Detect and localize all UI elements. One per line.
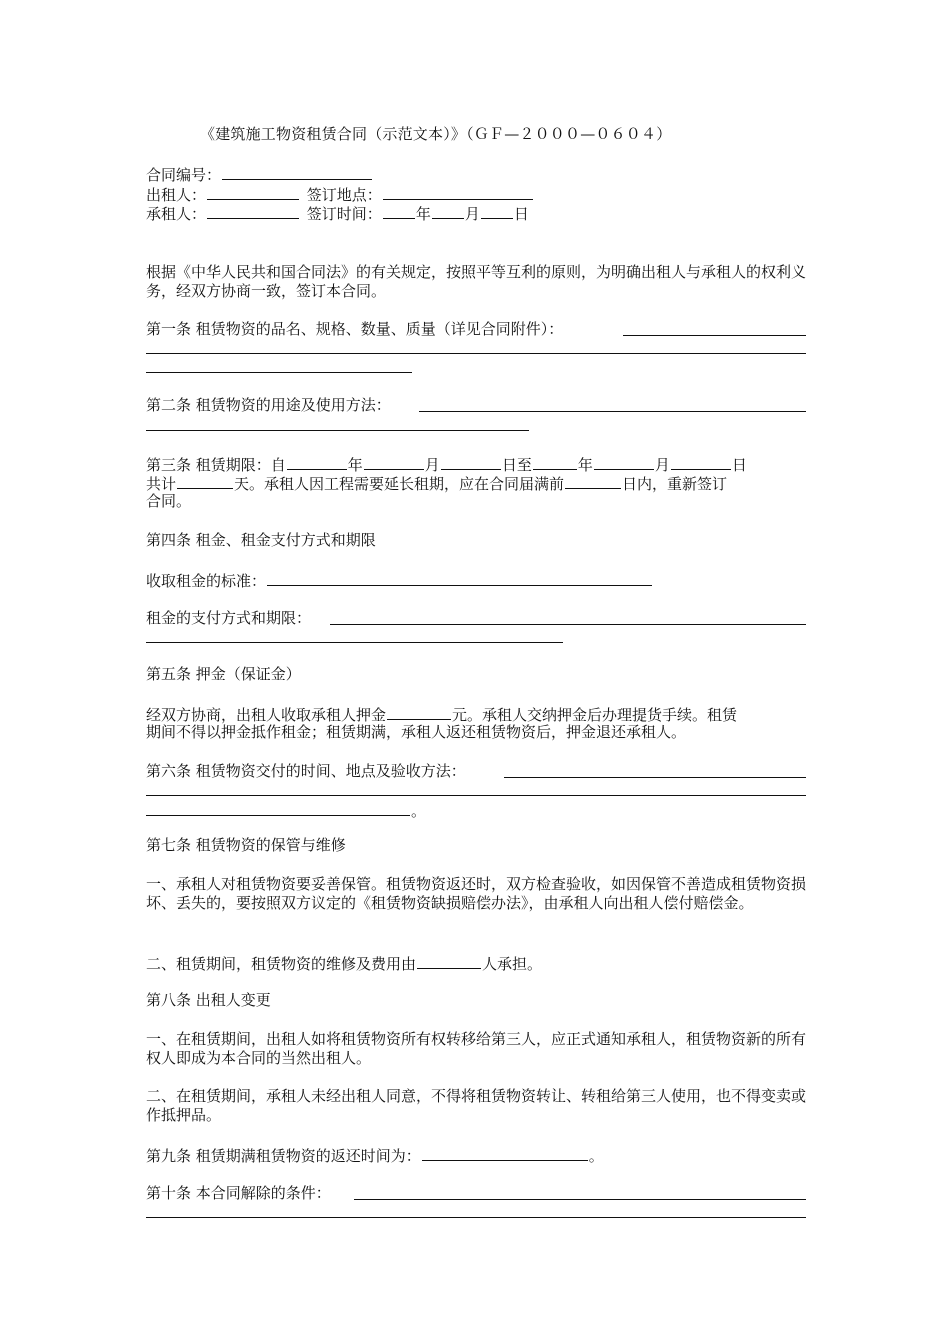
contract-number-line xyxy=(146,164,373,185)
contract-number-blank[interactable] xyxy=(222,164,372,180)
article-7-clause-2 xyxy=(146,953,542,974)
article-6-blank-1[interactable] xyxy=(504,777,806,778)
article-2: 第二条 租赁物资的用途及使用方法： xyxy=(146,396,391,414)
end-month-blank[interactable] xyxy=(594,454,654,470)
lessor-line xyxy=(146,184,534,205)
document-title: 《建筑施工物资租赁合同（示范文本）》（ＧＦ—２０００—０６０４） xyxy=(200,125,672,143)
article-10-blank-1[interactable] xyxy=(354,1199,806,1200)
rent-payment-blank-1[interactable] xyxy=(330,624,806,625)
article-6-blank-2[interactable] xyxy=(146,795,806,796)
article-9-text: 第九条 租赁期满租赁物资的返还时间为： xyxy=(146,1147,421,1165)
sign-year-blank[interactable] xyxy=(383,203,415,219)
article-6-line-3 xyxy=(146,800,426,821)
total-days-blank[interactable] xyxy=(177,473,233,489)
rent-standard-line xyxy=(146,570,653,591)
rent-payment-blank-2[interactable] xyxy=(146,642,563,643)
article-3-line-3: 合同。 xyxy=(146,492,192,510)
article-6: 第六条 租赁物资交付的时间、地点及验收方法： xyxy=(146,762,466,780)
article-2-blank-2[interactable] xyxy=(146,430,529,431)
end-day-blank[interactable] xyxy=(671,454,731,470)
article-7-clause-1: 一、承租人对租赁物资要妥善保管。租赁物资返还时，双方检查验收，如因保管不善造成租赁物资损坏、丢失的，要按照双方议定的《租赁物资缺损赔偿办法》，由承租人向出租人偿付赔偿金。 xyxy=(146,875,807,912)
article-8: 第八条 出租人变更 xyxy=(146,991,271,1009)
deposit-amount-blank[interactable] xyxy=(387,704,451,720)
year-label: 年 xyxy=(415,205,431,223)
article-10-blank-2[interactable] xyxy=(146,1217,806,1218)
article-1-blank-2[interactable] xyxy=(146,353,806,354)
end-year-blank[interactable] xyxy=(533,454,577,470)
article-3-days-text: 天。承租人因工程需要延长租期，应在合同届满前 xyxy=(234,475,565,493)
return-time-blank[interactable] xyxy=(422,1145,588,1161)
article-3-head: 第三条 租赁期限：自 xyxy=(146,456,286,474)
sign-time-label: 签订时间： xyxy=(306,205,382,223)
lessee-blank[interactable] xyxy=(207,203,299,219)
lessee-label: 承租人： xyxy=(146,205,207,223)
article-8-clause-2: 二、在租赁期间，承租人未经出租人同意，不得将租赁物资转让、转租给第三人使用，也不得变卖或作抵押品。 xyxy=(146,1087,807,1124)
day-label: 日 xyxy=(513,205,529,223)
maintenance-party-blank[interactable] xyxy=(417,953,481,969)
article-9-period: 。 xyxy=(588,1147,604,1165)
end-year-label: 年 xyxy=(577,456,593,474)
start-month-label: 月 xyxy=(424,456,440,474)
renew-days-blank[interactable] xyxy=(565,473,621,489)
lessor-label: 出租人： xyxy=(146,186,207,204)
start-year-label: 年 xyxy=(347,456,363,474)
article-9 xyxy=(146,1145,604,1166)
article-5-body-2: 期间不得以押金抵作租金；租赁期满，承租人返还租赁物资后，押金退还承租人。 xyxy=(146,723,687,741)
end-day-label: 日 xyxy=(731,456,747,474)
article-5: 第五条 押金（保证金） xyxy=(146,665,301,683)
intro-paragraph: 根据《中华人民共和国合同法》的有关规定，按照平等互利的原则，为明确出租人与承租人的权利义务，经双方协商一致，签订本合同。 xyxy=(146,263,807,300)
article-1-blank-3[interactable] xyxy=(146,372,412,373)
maintenance-text-a: 二、租赁期间，租赁物资的维修及费用由 xyxy=(146,955,417,973)
start-month-blank[interactable] xyxy=(364,454,424,470)
article-10: 第十条 本合同解除的条件： xyxy=(146,1184,331,1202)
rent-standard-blank[interactable] xyxy=(267,570,652,586)
article-3-tail: 日内，重新签订 xyxy=(622,475,728,493)
article-3-line-1 xyxy=(146,454,747,475)
article-7: 第七条 租赁物资的保管与维修 xyxy=(146,836,346,854)
start-year-blank[interactable] xyxy=(287,454,347,470)
article-8-clause-1: 一、在租赁期间，出租人如将租赁物资所有权转移给第三人，应正式通知承租人，租赁物资新的所有权人即成为本合同的当然出租人。 xyxy=(146,1030,807,1067)
start-day-blank[interactable] xyxy=(441,454,501,470)
lessor-blank[interactable] xyxy=(207,184,299,200)
deposit-text-b: 元。承租人交纳押金后办理提货手续。租赁 xyxy=(452,706,738,724)
article-2-blank-1[interactable] xyxy=(419,411,806,412)
rent-payment-line: 租金的支付方式和期限： xyxy=(146,609,312,627)
contract-number-label: 合同编号： xyxy=(146,166,222,184)
sign-place-blank[interactable] xyxy=(383,184,533,200)
sign-month-blank[interactable] xyxy=(432,203,464,219)
month-label: 月 xyxy=(464,205,480,223)
deposit-text-a: 经双方协商，出租人收取承租人押金 xyxy=(146,706,387,724)
article-1-blank-1[interactable] xyxy=(623,335,806,336)
article-1: 第一条 租赁物资的品名、规格、数量、质量（详见合同附件）： xyxy=(146,320,564,338)
sign-place-label: 签订地点： xyxy=(306,186,382,204)
total-label: 共计 xyxy=(146,475,177,493)
article-3-line-2 xyxy=(146,473,727,494)
end-month-label: 月 xyxy=(654,456,670,474)
article-4: 第四条 租金、租金支付方式和期限 xyxy=(146,531,376,549)
rent-standard-label: 收取租金的标准： xyxy=(146,572,267,590)
article-6-blank-3[interactable] xyxy=(146,800,410,816)
article-6-period: 。 xyxy=(411,802,427,820)
article-5-body-1 xyxy=(146,704,737,725)
lessee-line xyxy=(146,203,529,224)
maintenance-text-b: 人承担。 xyxy=(482,955,543,973)
start-day-label: 日至 xyxy=(501,456,532,474)
sign-day-blank[interactable] xyxy=(481,203,513,219)
